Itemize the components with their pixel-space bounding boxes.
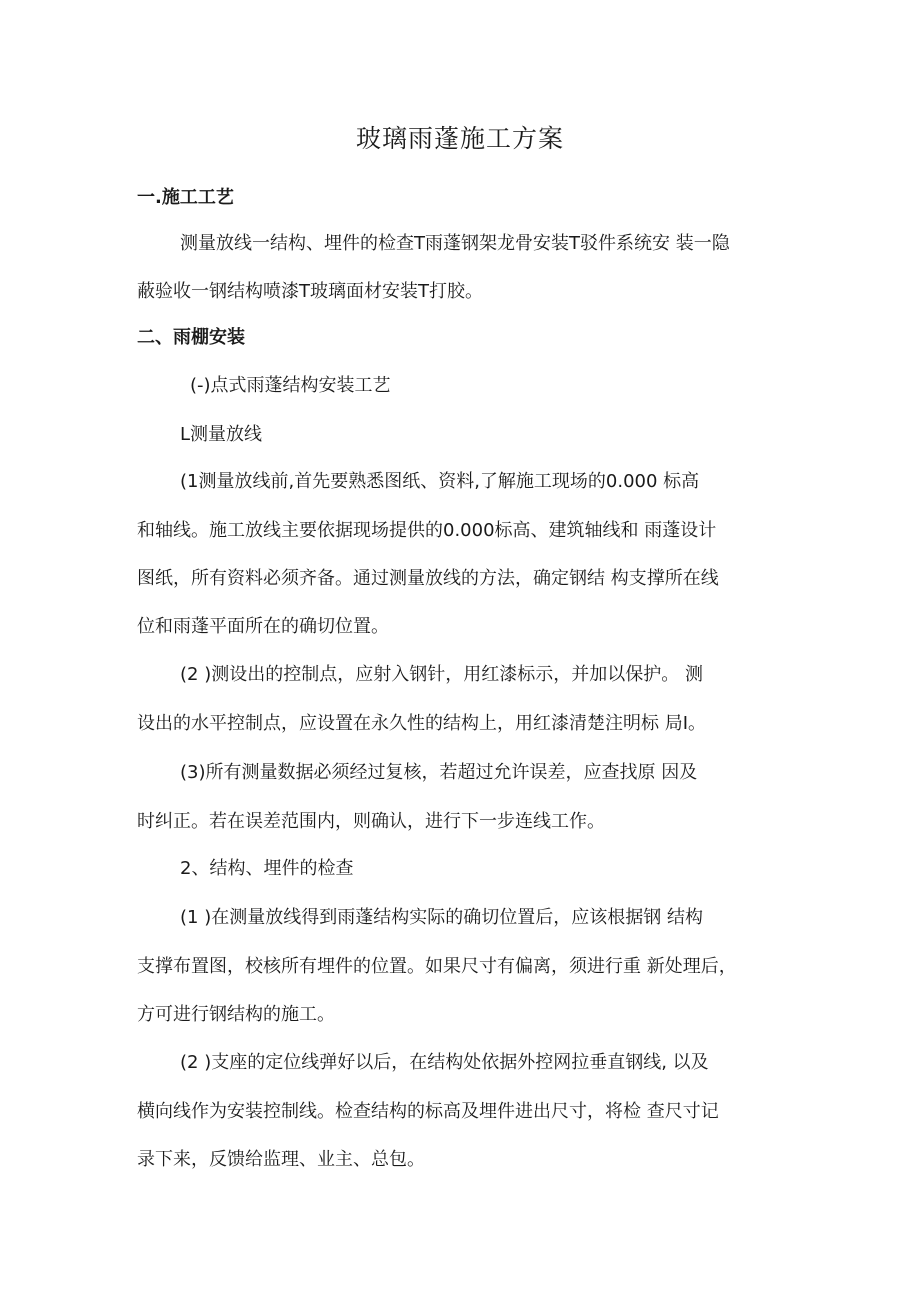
paragraph-line: 横向线作为安装控制线。检查结构的标高及埋件进出尺寸，将检 查尺寸记 (137, 1101, 719, 1122)
paragraph-line: 图纸，所有资料必须齐备。通过测量放线的方法，确定钢结 构支撑所在线 (137, 568, 719, 589)
item-title: 2、结构、埋件的检查 (180, 858, 354, 879)
paragraph-line: (2 )测设出的控制点，应射入钢针，用红漆标示，并加以保护。 测 (180, 664, 703, 685)
paragraph-line: 位和雨蓬平面所在的确切位置。 (137, 616, 389, 637)
paragraph-line: 时纠正。若在误差范围内，则确认，进行下一步连线工作。 (137, 811, 605, 832)
paragraph-line: 支撑布置图，校核所有埋件的位置。如果尺寸有偏离，须进行重 新处理后， (137, 956, 737, 977)
section-heading-canopy-installation: 二、雨棚安装 (137, 327, 245, 348)
paragraph-line: 蔽验收一钢结构喷漆T玻璃面材安装T打胶。 (137, 281, 483, 302)
paragraph-line: 方可进行钢结构的施工。 (137, 1004, 335, 1025)
paragraph-line: (1 )在测量放线得到雨蓬结构实际的确切位置后，应该根据钢 结构 (180, 907, 703, 928)
paragraph-line: (3)所有测量数据必须经过复核，若超过允许误差，应查找原 因及 (180, 762, 698, 783)
paragraph-line: 设出的水平控制点，应设置在永久性的结构上，用红漆清楚注明标 局I。 (137, 713, 707, 734)
paragraph-line: 录下来，反馈给监理、业主、总包。 (137, 1149, 425, 1170)
paragraph-line: 和轴线。施工放线主要依据现场提供的0.000标高、建筑轴线和 雨蓬设计 (137, 520, 717, 541)
subsection-heading: (-)点式雨蓬结构安装工艺 (190, 375, 391, 396)
item-title: L测量放线 (180, 424, 263, 445)
section-heading-construction-process: 一.施工工艺 (137, 187, 234, 208)
paragraph-line: (1测量放线前,首先要熟悉图纸、资料,了解施工现场的0.000 标高 (180, 471, 700, 492)
document-title: 玻璃雨蓬施工方案 (355, 124, 564, 153)
paragraph-line: 测量放线一结构、埋件的检查T雨蓬钢架龙骨安装T驳件系统安 装一隐 (180, 233, 730, 254)
paragraph-line: (2 )支座的定位线弹好以后，在结构处依据外控网拉垂直钢线, 以及 (180, 1052, 709, 1073)
